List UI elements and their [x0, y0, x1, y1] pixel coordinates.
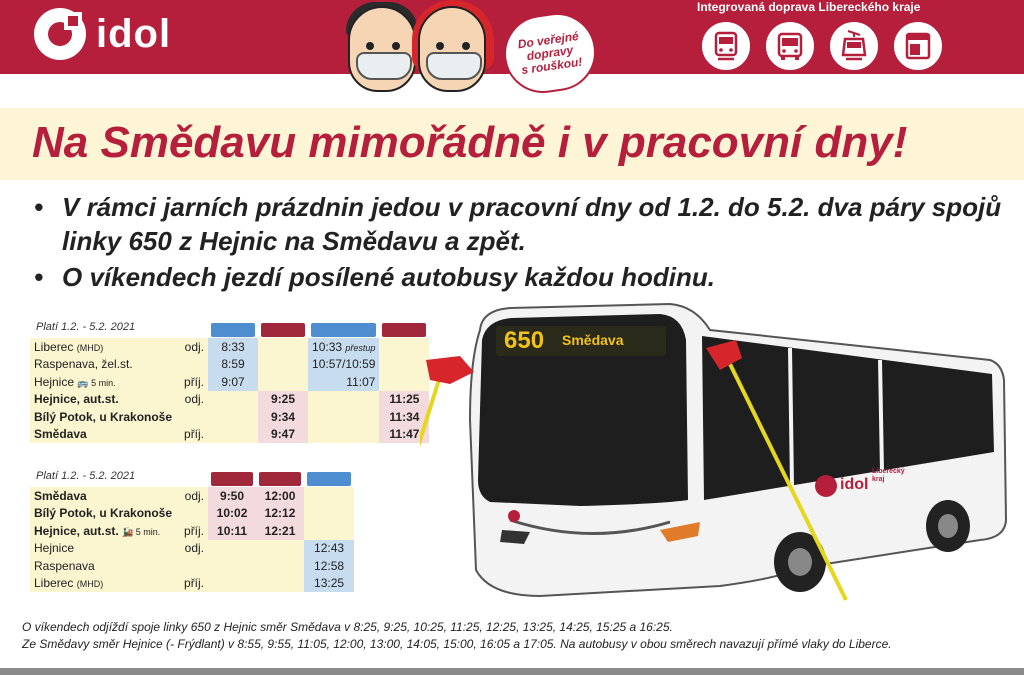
timetable-2-validity: Platí 1.2. - 5.2. 2021 — [36, 470, 136, 482]
bus-destination: Smědava — [562, 332, 624, 348]
speech-bubble-text: Do veřejné dopravy s rouškou! — [516, 28, 584, 77]
idol-logo-icon — [34, 8, 86, 60]
bus-logo: idol — [840, 476, 869, 493]
table-row: Smědava odj. 9:50 12:00 — [30, 487, 354, 505]
table-row: Smědava příj. 9:47 11:47 — [30, 426, 429, 444]
table-row: Liberec (MHD) příj. 13:25 — [30, 575, 354, 593]
train-icon — [700, 20, 752, 72]
footer-line-2: Ze Smědavy směr Hejnice (- Frýdlant) v 8:55, 9:55, 11:05, 12:00, 13:00, 14:05, 15:00, 16:05 a 17:05. Na autobusy v obou směrech navazují přímé vlaky do Liberce. — [22, 637, 892, 651]
train-header-icon — [308, 322, 379, 338]
bus-header-icon — [258, 322, 308, 338]
train-header-icon — [304, 471, 354, 487]
page-title: Na Smědavu mimořádně i v pracovní dny! — [32, 118, 908, 167]
ticket-card-icon — [892, 20, 944, 72]
timetable-1-validity: Platí 1.2. - 5.2. 2021 — [36, 321, 136, 333]
ids-title: Integrovaná doprava Libereckého kraje — [697, 0, 921, 14]
masked-faces-illustration — [340, 0, 500, 100]
bus-illustration — [420, 300, 1020, 610]
transport-icons — [700, 20, 944, 72]
table-row: Hejnice, aut.st. 🚂 5 min. příj. 10:11 12:21 — [30, 522, 354, 540]
bus-line-number: 650 — [504, 327, 545, 354]
table-row: Bílý Potok, u Krakonoše 9:34 11:34 — [30, 408, 429, 426]
bullet-item: • V rámci jarních prázdnin jedou v pracovní dny od 1.2. do 5.2. dva páry spojů linky 650 z Hejnic na Smědavu a zpět. — [34, 192, 1002, 256]
bus-icon — [764, 20, 816, 72]
bus-header-icon — [256, 471, 304, 487]
table-row: Raspenava, žel.st. 8:59 10:57/10:59 — [30, 356, 429, 374]
table-row: Hejnice odj. 12:43 — [30, 540, 354, 558]
table-row: Hejnice, aut.st. odj. 9:25 11:25 — [30, 391, 429, 409]
idol-logo — [34, 8, 171, 60]
logo-text: idol — [96, 11, 172, 56]
train-header-icon — [208, 322, 258, 338]
timetable-2 — [30, 471, 354, 592]
table-row: Liberec (MHD) odj. 8:33 10:33 přestup — [30, 338, 429, 356]
table-row: Hejnice 🚌 5 min. příj. 9:07 11:07 — [30, 373, 429, 391]
table-row: Bílý Potok, u Krakonoše 10:02 12:12 — [30, 505, 354, 523]
timetable-1 — [30, 322, 429, 443]
bus-region: Liberecký kraj — [872, 468, 905, 483]
tram-icon — [828, 20, 880, 72]
bullet-item: • O víkendech jezdí posílené autobusy každou hodinu. — [34, 262, 715, 292]
bus-header-icon — [208, 471, 256, 487]
bottom-bar — [0, 668, 1024, 675]
table-row: Raspenava 12:58 — [30, 557, 354, 575]
info-bullets — [34, 190, 1014, 294]
footer-line-1: O víkendech odjíždí spoje linky 650 z Hejnic směr Smědava v 8:25, 9:25, 10:25, 11:25, 12:25, 13:25, 14:25, 15:25 a 16:25. — [22, 620, 673, 634]
